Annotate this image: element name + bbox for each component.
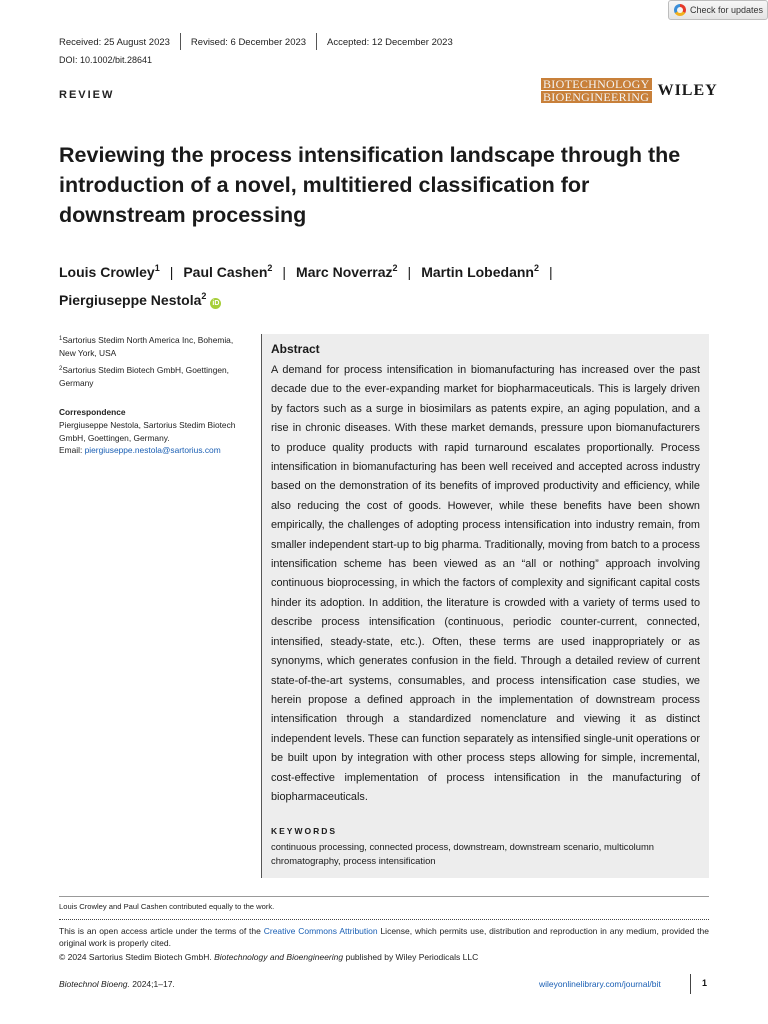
contribution-note: Louis Crowley and Paul Cashen contributed equally to the work. — [59, 902, 275, 911]
article-title: Reviewing the process intensification landscape through the introduction of a novel, multitiered classification for downstream processing — [59, 143, 681, 227]
correspondence-email-line — [59, 444, 249, 457]
abstract-box — [261, 334, 709, 878]
section-label: REVIEW — [59, 89, 115, 101]
footer-citation — [59, 979, 175, 989]
journal-logo — [541, 78, 718, 103]
journal-url-link[interactable]: wileyonlinelibrary.com/journal/bit — [539, 979, 661, 989]
copyright-after: published by Wiley Periodicals LLC — [343, 952, 479, 962]
license-link[interactable]: Creative Commons Attribution — [263, 926, 378, 936]
revised-date: Revised: 6 December 2023 — [190, 37, 307, 48]
license-after: License, which permits use, distribution and reproduction in any medium, provided the original work is properly cited. — [59, 926, 709, 949]
footer-divider — [690, 974, 691, 994]
author-separator: | — [282, 264, 287, 280]
affiliation-mark: 1 — [59, 336, 63, 342]
copyright-before: © 2024 Sartorius Stedim Biotech GmbH. — [59, 952, 215, 962]
correspondence-text: Piergiuseppe Nestola, Sartorius Stedim Biotech GmbH, Goettingen, Germany. — [59, 419, 236, 443]
orcid-icon[interactable]: iD — [212, 300, 220, 307]
abstract-heading: Abstract — [271, 342, 320, 356]
crossmark-icon — [674, 4, 686, 16]
author-affiliation-mark: 2 — [267, 263, 273, 273]
publisher-logo: WILEY — [657, 81, 718, 99]
author-name[interactable]: Marc Noverraz — [296, 264, 393, 280]
article-sidebar — [59, 333, 249, 457]
footer-journal: Biotechnol Bioeng. — [59, 979, 130, 989]
correspondence-heading: Correspondence — [59, 407, 126, 418]
email-label: Email: — [59, 445, 85, 456]
page-number: 1 — [702, 978, 708, 988]
footnote-divider — [59, 896, 709, 897]
license-divider — [59, 919, 709, 920]
affiliation-item — [59, 363, 249, 389]
license-before: This is an open access article under the terms of the — [59, 926, 264, 936]
abstract-text: A demand for process intensification in biomanufacturing has increased over the past decade due to the ever-expanding market for biopharmaceuticals. This is largely driven by factors such as a surge in biosimilars as patents expire, an aging population, and a rise in chronic diseases. With these market demands, pressure upon biomanufacturers to produce quality products with rapid turnaround escalates proportionally. Process intensification in biomanufacturing has been well received and accepted across industry based on the demonstration of its benefits of improved productivity and efficiency, while also reducing the cost of goods. However, while these benefits have been shown empirically, the challenges of adopting process intensification into industry remain, from smaller independent start-up to big pharma. Traditionally, moving from batch to a process intensification scheme has been viewed as an “all or nothing” approach involving continuous bioprocessing, in which the factors of complexity and significant capital costs hinder its adoption. In addition, the literature is crowded with a variety of terms used to describe process intensification (continuous, periodic counter-current, connected, intensified, steady-state, etc.). Often, these terms are used inappropriately or as synonyms, which generates confusion in the field. Through a detailed review of current state-of-the-art systems, consumables, and process intensification case studies, we herein propose a defined approach in the implementation of downstream process intensification through a standardized nomenclature and viewing it as distinct independent levels. These can function separately as intensified single-unit operations or be built upon by integration with other process steps allowing for simple, incremental, cost-effective implementation of process intensification in the manufacturing of biopharmaceuticals. — [271, 364, 700, 803]
email-link[interactable]: piergiuseppe.nestola@sartorius.com — [84, 445, 221, 456]
affiliation-text: Sartorius Stedim North America Inc, Bohemia, New York, USA — [59, 335, 234, 358]
author-affiliation-mark: 2 — [392, 263, 398, 273]
author-affiliation-mark: 1 — [154, 263, 160, 273]
journal-logo-line2: BIOENGINEERING — [541, 91, 652, 103]
author-separator: | — [548, 264, 553, 280]
article-dates — [59, 37, 463, 53]
copyright-journal: Biotechnology and Bioengineering — [214, 952, 344, 962]
check-for-updates-button[interactable] — [668, 0, 768, 20]
accepted-date: Accepted: 12 December 2023 — [327, 37, 453, 48]
author-affiliation-mark: 2 — [201, 291, 207, 301]
author-name[interactable]: Martin Lobedann — [421, 264, 534, 280]
date-divider — [316, 33, 317, 50]
author-affiliation-mark: 2 — [533, 263, 539, 273]
date-divider — [180, 33, 181, 50]
doi: DOI: 10.1002/bit.28641 — [59, 55, 153, 65]
keywords-heading: KEYWORDS — [271, 826, 338, 837]
affiliation-item — [59, 333, 249, 359]
license-text — [59, 925, 709, 950]
keywords-text: continuous processing, connected process, downstream, downstream scenario, multicolumn chromatography, process intensification — [271, 841, 655, 867]
author-name[interactable]: Paul Cashen — [183, 264, 268, 280]
footer-volume: 2024;1–17. — [129, 979, 175, 989]
affiliation-mark: 2 — [59, 366, 63, 373]
journal-logo-box — [541, 78, 652, 103]
author-list — [59, 256, 709, 312]
copyright-text — [59, 951, 709, 963]
author-name[interactable]: Piergiuseppe Nestola — [59, 292, 202, 308]
journal-logo-line1: BIOTECHNOLOGY — [543, 77, 650, 91]
author-separator: | — [169, 264, 174, 280]
author-separator: | — [407, 264, 412, 280]
affiliation-text: Sartorius Stedim Biotech GmbH, Goettingen, Germany — [59, 365, 229, 388]
author-name[interactable]: Louis Crowley — [59, 264, 155, 280]
check-for-updates-label: Check for updates — [690, 5, 764, 15]
received-date: Received: 25 August 2023 — [59, 37, 170, 48]
